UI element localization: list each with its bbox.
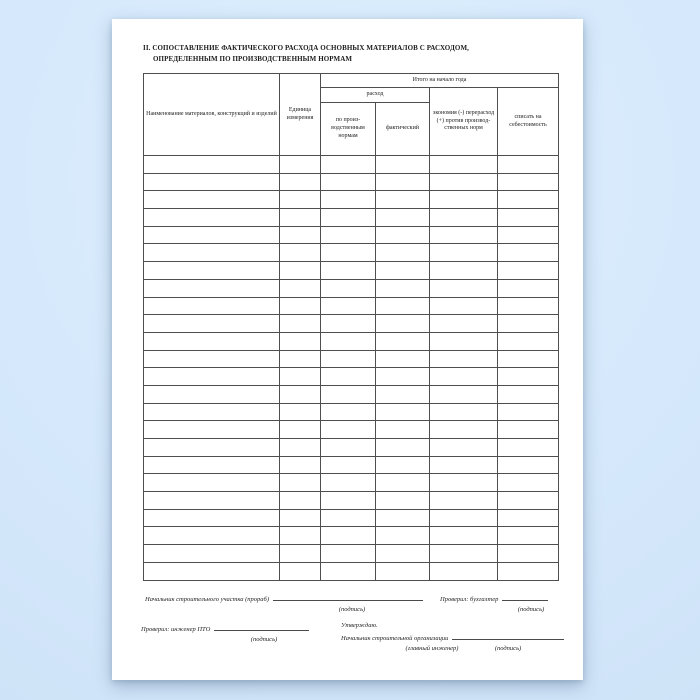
table-cell-empty xyxy=(498,209,559,227)
table-cell-empty xyxy=(498,403,559,421)
checked-engineer-label: Проверил: инженер ПТО xyxy=(141,626,211,633)
col-header-actual: фактический xyxy=(376,103,430,156)
table-cell-empty xyxy=(280,368,321,386)
document-page xyxy=(112,19,583,680)
table-cell-empty xyxy=(376,191,430,209)
table-cell-empty xyxy=(376,439,430,457)
table-cell-empty xyxy=(430,226,498,244)
table-cell-empty xyxy=(144,156,280,174)
table-cell-empty xyxy=(430,350,498,368)
org-chief-label: Начальник строительной организации xyxy=(341,635,449,642)
table-cell-empty xyxy=(376,315,430,333)
table-row xyxy=(144,156,559,174)
table-cell-empty xyxy=(321,562,376,580)
table-cell-empty xyxy=(376,368,430,386)
signature-caption: (подпись) xyxy=(250,636,278,643)
table-cell-empty xyxy=(321,474,376,492)
table-row xyxy=(144,262,559,280)
table-cell-empty xyxy=(498,156,559,174)
table-cell-empty xyxy=(321,350,376,368)
table-cell-empty xyxy=(280,226,321,244)
org-chief-signature-line xyxy=(452,633,564,640)
table-row xyxy=(144,226,559,244)
site-chief-signature-line xyxy=(273,594,423,601)
table-cell-empty xyxy=(144,439,280,457)
table-cell-empty xyxy=(430,456,498,474)
table-cell-empty xyxy=(498,297,559,315)
table-cell-empty xyxy=(321,226,376,244)
materials-comparison-table xyxy=(143,73,559,581)
checked-accountant-label: Проверил: бухгалтер xyxy=(440,596,499,603)
table-cell-empty xyxy=(144,385,280,403)
engineer-signature-line xyxy=(214,624,309,631)
table-cell-empty xyxy=(280,315,321,333)
table-cell-empty xyxy=(144,226,280,244)
table-row xyxy=(144,545,559,563)
table-cell-empty xyxy=(280,474,321,492)
table-cell-empty xyxy=(321,509,376,527)
table-cell-empty xyxy=(144,492,280,510)
page-title-line2: ОПРЕДЕЛЕННЫМ ПО ПРОИЗВОДСТВЕННЫМ НОРМАМ xyxy=(153,54,353,63)
table-cell-empty xyxy=(498,545,559,563)
site-chief-signature-row xyxy=(145,594,423,604)
table-row xyxy=(144,562,559,580)
table-cell-empty xyxy=(376,474,430,492)
table-cell-empty xyxy=(144,545,280,563)
table-cell-empty xyxy=(144,527,280,545)
accountant-signature-line xyxy=(502,594,548,601)
table-cell-empty xyxy=(321,332,376,350)
table-cell-empty xyxy=(498,509,559,527)
table-cell-empty xyxy=(376,509,430,527)
table-row xyxy=(144,209,559,227)
table-cell-empty xyxy=(321,492,376,510)
table-cell-empty xyxy=(280,385,321,403)
table-cell-empty xyxy=(144,562,280,580)
col-header-materials: Наименование материалов, конструкций и изделий xyxy=(144,74,280,156)
table-cell-empty xyxy=(321,403,376,421)
approve-label: Утверждаю. xyxy=(341,622,378,629)
table-cell-empty xyxy=(280,191,321,209)
table-cell-empty xyxy=(280,209,321,227)
table-row xyxy=(144,492,559,510)
table-row xyxy=(144,509,559,527)
table-cell-empty xyxy=(376,262,430,280)
table-cell-empty xyxy=(280,492,321,510)
table-cell-empty xyxy=(376,421,430,439)
table-cell-empty xyxy=(430,492,498,510)
table-cell-empty xyxy=(430,297,498,315)
table-cell-empty xyxy=(430,279,498,297)
table-cell-empty xyxy=(144,297,280,315)
table-row xyxy=(144,191,559,209)
table-cell-empty xyxy=(430,244,498,262)
table-cell-empty xyxy=(280,279,321,297)
table-cell-empty xyxy=(430,403,498,421)
table-cell-empty xyxy=(321,315,376,333)
table-cell-empty xyxy=(144,350,280,368)
table-row xyxy=(144,456,559,474)
table-cell-empty xyxy=(321,244,376,262)
table-cell-empty xyxy=(498,350,559,368)
table-cell-empty xyxy=(280,545,321,563)
table-cell-empty xyxy=(498,262,559,280)
table-row xyxy=(144,439,559,457)
table-row xyxy=(144,474,559,492)
table-cell-empty xyxy=(376,297,430,315)
table-cell-empty xyxy=(498,385,559,403)
table-row xyxy=(144,421,559,439)
org-chief-signature-row xyxy=(341,633,564,643)
table-cell-empty xyxy=(321,262,376,280)
table-cell-empty xyxy=(321,385,376,403)
table-cell-empty xyxy=(321,421,376,439)
table-cell-empty xyxy=(280,244,321,262)
table-cell-empty xyxy=(321,156,376,174)
table-cell-empty xyxy=(321,456,376,474)
table-cell-empty xyxy=(430,474,498,492)
table-cell-empty xyxy=(280,456,321,474)
table-cell-empty xyxy=(144,509,280,527)
table-cell-empty xyxy=(498,421,559,439)
col-header-write-off: списать на себестоимость xyxy=(498,88,559,156)
table-cell-empty xyxy=(144,191,280,209)
table-cell-empty xyxy=(376,562,430,580)
table-row xyxy=(144,279,559,297)
table-row xyxy=(144,244,559,262)
page-title xyxy=(143,43,563,64)
table-cell-empty xyxy=(144,262,280,280)
table-cell-empty xyxy=(280,350,321,368)
table-cell-empty xyxy=(498,244,559,262)
table-cell-empty xyxy=(280,527,321,545)
table-cell-empty xyxy=(498,226,559,244)
table-cell-empty xyxy=(376,545,430,563)
table-cell-empty xyxy=(144,332,280,350)
col-header-expense-group: расход xyxy=(321,88,430,103)
table-cell-empty xyxy=(280,439,321,457)
signature-caption: (подпись) xyxy=(494,645,522,652)
table-row xyxy=(144,527,559,545)
table-cell-empty xyxy=(376,244,430,262)
table-cell-empty xyxy=(321,368,376,386)
table-cell-empty xyxy=(280,297,321,315)
table-cell-empty xyxy=(430,562,498,580)
table-row xyxy=(144,385,559,403)
table-cell-empty xyxy=(321,527,376,545)
col-header-by-production-norms: по произ-водственным нормам xyxy=(321,103,376,156)
table-cell-empty xyxy=(430,421,498,439)
table-cell-empty xyxy=(430,262,498,280)
table-cell-empty xyxy=(280,332,321,350)
site-chief-label: Начальник строительного участка (прораб) xyxy=(145,596,269,603)
table-cell-empty xyxy=(498,456,559,474)
table-cell-empty xyxy=(430,545,498,563)
engineer-check-row xyxy=(141,624,309,634)
table-cell-empty xyxy=(144,279,280,297)
table-cell-empty xyxy=(144,209,280,227)
table-row xyxy=(144,403,559,421)
table-header xyxy=(144,74,559,156)
table-cell-empty xyxy=(430,439,498,457)
table-cell-empty xyxy=(280,421,321,439)
table-cell-empty xyxy=(321,279,376,297)
table-cell-empty xyxy=(376,350,430,368)
table-cell-empty xyxy=(430,527,498,545)
table-cell-empty xyxy=(498,315,559,333)
table-cell-empty xyxy=(498,279,559,297)
table-cell-empty xyxy=(430,315,498,333)
table-cell-empty xyxy=(321,173,376,191)
table-cell-empty xyxy=(430,173,498,191)
table-cell-empty xyxy=(376,403,430,421)
table-row xyxy=(144,297,559,315)
table-cell-empty xyxy=(144,474,280,492)
col-header-economy-overrun: экономия (-) перерасход (+) против производ-ственных норм xyxy=(430,88,498,156)
accountant-check-row xyxy=(440,594,548,604)
table-cell-empty xyxy=(376,279,430,297)
table-cell-empty xyxy=(144,421,280,439)
table-cell-empty xyxy=(376,226,430,244)
table-cell-empty xyxy=(144,403,280,421)
table-cell-empty xyxy=(376,456,430,474)
table-cell-empty xyxy=(321,191,376,209)
table-cell-empty xyxy=(280,562,321,580)
table-cell-empty xyxy=(498,332,559,350)
table-cell-empty xyxy=(430,385,498,403)
table-cell-empty xyxy=(498,368,559,386)
table-cell-empty xyxy=(280,156,321,174)
signature-caption: (подпись) xyxy=(517,606,545,613)
table-cell-empty xyxy=(430,156,498,174)
table-cell-empty xyxy=(321,439,376,457)
table-cell-empty xyxy=(430,209,498,227)
signature-caption: (подпись) xyxy=(338,606,366,613)
table-cell-empty xyxy=(498,492,559,510)
table-cell-empty xyxy=(376,332,430,350)
table-cell-empty xyxy=(376,492,430,510)
table-cell-empty xyxy=(144,456,280,474)
table-cell-empty xyxy=(498,474,559,492)
table-cell-empty xyxy=(430,509,498,527)
table-cell-empty xyxy=(321,545,376,563)
table-cell-empty xyxy=(376,527,430,545)
table-cell-empty xyxy=(430,332,498,350)
table-cell-empty xyxy=(430,191,498,209)
table-cell-empty xyxy=(321,209,376,227)
page-title-line1: II. СОПОСТАВЛЕНИЕ ФАКТИЧЕСКОГО РАСХОДА ОСНОВНЫХ МАТЕРИАЛОВ С РАСХОДОМ, xyxy=(143,44,470,52)
table-cell-empty xyxy=(144,368,280,386)
chief-engineer-caption: (главный инженер) xyxy=(405,645,459,652)
table-cell-empty xyxy=(498,562,559,580)
table-cell-empty xyxy=(430,368,498,386)
table-row xyxy=(144,368,559,386)
table-cell-empty xyxy=(280,403,321,421)
table-cell-empty xyxy=(144,173,280,191)
table-cell-empty xyxy=(498,191,559,209)
table-cell-empty xyxy=(280,173,321,191)
col-header-unit: Единица измерения xyxy=(280,74,321,156)
table-cell-empty xyxy=(280,509,321,527)
table-cell-empty xyxy=(376,209,430,227)
table-row xyxy=(144,173,559,191)
table-cell-empty xyxy=(144,244,280,262)
table-cell-empty xyxy=(376,173,430,191)
table-row xyxy=(144,315,559,333)
table-body xyxy=(144,156,559,581)
table-cell-empty xyxy=(498,527,559,545)
table-row xyxy=(144,332,559,350)
table-cell-empty xyxy=(280,262,321,280)
table-cell-empty xyxy=(498,439,559,457)
table-cell-empty xyxy=(321,297,376,315)
table-cell-empty xyxy=(144,315,280,333)
table-cell-empty xyxy=(376,385,430,403)
table-row xyxy=(144,350,559,368)
table-cell-empty xyxy=(376,156,430,174)
table-cell-empty xyxy=(498,173,559,191)
col-header-total-group: Итого на начало года xyxy=(321,74,559,88)
